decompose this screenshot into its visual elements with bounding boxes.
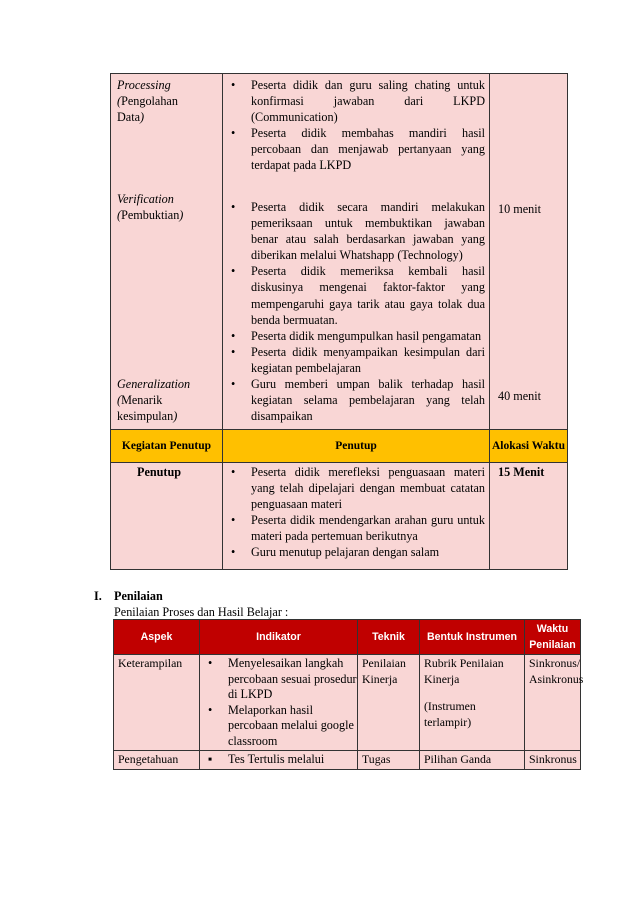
list-item <box>200 752 357 768</box>
bullet-icon: • <box>231 126 236 141</box>
closing-bullets <box>223 463 485 561</box>
list-item <box>223 344 485 376</box>
time-column <box>490 74 568 430</box>
bullet-text: Guru menutup pelajaran dengan salam <box>251 545 440 560</box>
bullet-icon: • <box>231 465 236 479</box>
list-item <box>223 328 485 344</box>
bullet-text: Peserta didik menyampaikan kesimpulan dari kegiatan pembelajaran <box>251 344 485 375</box>
bullet-text: Melaporkan hasil percobaan melalui google classroom <box>228 702 354 748</box>
cell-waktu: Sinkronus/ Asinkronus <box>525 655 581 751</box>
assessment-header-row <box>114 620 581 655</box>
cell-aspek: Pengetahuan <box>114 751 200 770</box>
list-item <box>223 512 485 544</box>
verification-bullets <box>223 199 485 376</box>
time-verification: 10 menit <box>498 202 541 216</box>
phase-subtitle: Menarik <box>121 393 163 408</box>
instrumen-text: Rubrik Penilaian Kinerja <box>424 656 504 686</box>
paren-open: ( <box>117 94 122 109</box>
section-subtitle: Penilaian Proses dan Hasil Belajar : <box>114 605 289 619</box>
bullet-icon: • <box>231 344 236 359</box>
cell-teknik: Tugas <box>358 751 420 770</box>
bullet-icon: • <box>208 656 213 670</box>
bullet-icon: • <box>231 513 236 528</box>
phase-title: Processing <box>117 78 171 92</box>
closing-header-penutup: Penutup <box>223 430 490 463</box>
phase-column <box>111 74 223 430</box>
closing-time: 15 Menit <box>498 465 545 479</box>
header-indikator: Indikator <box>200 620 358 655</box>
bullet-text: Tes Tertulis melalui <box>228 752 325 766</box>
activity-table <box>110 73 568 570</box>
closing-header-kegiatan: Kegiatan Penutup <box>111 430 223 463</box>
list-item <box>223 464 485 512</box>
closing-label: Penutup <box>137 465 182 479</box>
section-title: Penilaian <box>114 589 163 603</box>
closing-header-row <box>111 430 568 463</box>
paren-close: ) <box>179 208 184 223</box>
list-item <box>223 263 485 327</box>
list-item <box>223 376 485 424</box>
bullet-icon: • <box>231 264 236 279</box>
instrumen-note: (Instrumen terlampir) <box>424 699 476 729</box>
bullet-icon: • <box>208 702 213 717</box>
list-item <box>223 77 485 125</box>
cell-aspek: Keterampilan <box>114 655 200 751</box>
phase-generalization <box>117 376 190 424</box>
bullet-text: Peserta didik memeriksa kembali hasil diskusinya mengenai faktor-faktor yang mempengaruhi gaya tarik atau gaya tolak dua benda bermuatan. <box>251 264 485 327</box>
bullet-text: Peserta didik merefleksi penguasaan materi yang telah dipelajari dengan membuat catatan penguasaan materi <box>251 465 485 512</box>
time-generalization: 40 menit <box>498 389 541 403</box>
paren-close: ) <box>140 110 145 125</box>
section-number: I. <box>94 589 102 603</box>
bullet-icon: • <box>231 78 236 92</box>
bullet-icon: • <box>231 328 236 343</box>
paren-open: ( <box>117 208 122 223</box>
phase-verification <box>117 191 183 223</box>
bullet-text: Peserta didik mengumpulkan hasil pengamatan <box>251 328 482 343</box>
generalization-bullets <box>223 376 485 424</box>
phase-title: Generalization <box>117 377 191 391</box>
closing-row <box>111 463 568 570</box>
cell-waktu: Sinkronus <box>525 751 581 770</box>
bullet-text: Peserta didik dan guru saling chating untuk konfirmasi jawaban dari LKPD (Communication) <box>251 78 485 125</box>
header-waktu-penilaian: Waktu Penilaian <box>525 620 581 655</box>
paren-open: ( <box>117 393 122 408</box>
indikator-list <box>200 656 357 749</box>
closing-header-waktu: Alokasi Waktu <box>490 430 568 463</box>
assessment-table <box>113 619 584 770</box>
bullet-icon: • <box>231 377 236 391</box>
list-item <box>200 656 357 703</box>
phase-subtitle-2: Data <box>117 110 141 125</box>
cell-teknik: Penilaian Kinerja <box>358 655 420 751</box>
activity-column <box>223 74 490 430</box>
indikator-list <box>200 752 357 768</box>
cell-instrumen <box>420 655 525 751</box>
square-bullet-icon: ▪ <box>208 752 213 766</box>
phase-subtitle: Pembuktian <box>121 208 180 223</box>
list-item <box>223 199 485 263</box>
cell-instrumen: Pilihan Ganda <box>420 751 525 770</box>
table-row <box>114 751 581 770</box>
header-aspek: Aspek <box>114 620 200 655</box>
list-item <box>223 125 485 173</box>
header-bentuk-instrumen: Bentuk Instrumen <box>420 620 525 655</box>
bullet-text: Peserta didik secara mandiri melakukan pemeriksaan untuk membuktikan jawaban benar atau salah berdasarkan jawaban yang diberikan melalui Whatshapp (Technology) <box>251 200 485 263</box>
phase-title: Verification <box>117 192 174 206</box>
list-item <box>200 703 357 750</box>
bullet-icon: • <box>231 545 236 560</box>
bullet-text: Menyelesaikan langkah percobaan sesuai prosedur di LKPD <box>228 656 357 701</box>
phase-processing <box>117 77 178 125</box>
bullet-text: Peserta didik membahas mandiri hasil percobaan dan menjawab pertanyaan yang terdapat pada LKPD <box>251 126 485 173</box>
paren-close: ) <box>173 409 178 424</box>
processing-bullets <box>223 77 485 174</box>
bullet-icon: • <box>231 200 236 214</box>
phase-subtitle-2: kesimpulan <box>117 409 174 424</box>
table-row <box>114 655 581 751</box>
bullet-text: Guru memberi umpan balik terhadap hasil kegiatan selama pembelajaran yang telah disampaikan <box>251 377 485 424</box>
phase-subtitle: Pengolahan <box>121 94 178 109</box>
header-teknik: Teknik <box>358 620 420 655</box>
list-item <box>223 544 485 560</box>
bullet-text: Peserta didik mendengarkan arahan guru untuk materi pada pertemuan berikutnya <box>251 513 485 544</box>
